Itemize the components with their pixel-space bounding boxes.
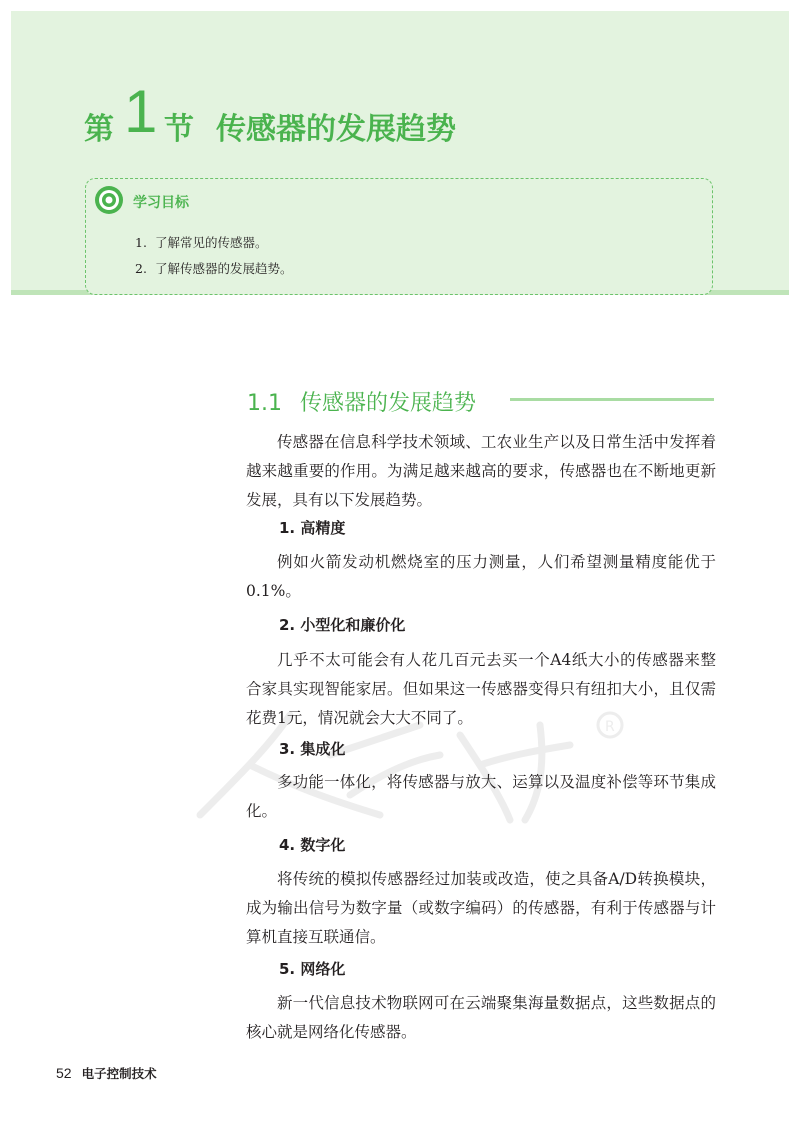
trend-heading: 1. 高精度 (279, 519, 346, 537)
trend-paragraph: 几乎不太可能会有人花几百元去买一个A4纸大小的传感器来整合家具实现智能家居。但如果这一传感器变得只有纽扣大小，且仅需花费1元，情况就会大大不同了。 (246, 651, 716, 727)
goal-index: 2. (135, 261, 147, 276)
trend-paragraph: 多功能一体化，将传感器与放大、运算以及温度补偿等环节集成化。 (246, 773, 716, 820)
page-number: 52 (56, 1065, 72, 1081)
trend-heading: 3. 集成化 (279, 740, 346, 758)
goal-index: 1. (135, 235, 147, 250)
chapter-heading: 传感器的发展趋势 (216, 112, 456, 147)
chapter-word-di: 第 (84, 112, 114, 147)
trend-heading: 4. 数字化 (279, 836, 346, 854)
trend-heading: 5. 网络化 (279, 960, 346, 978)
intro-paragraph: 传感器在信息科学技术领域、工农业生产以及日常生活中发挥着越来越重要的作用。为满足越来越高的要求，传感器也在不断地更新发展，具有以下发展趋势。 (246, 433, 716, 509)
chapter-number: 1 (124, 78, 158, 145)
section-title (247, 386, 476, 417)
section-divider (510, 398, 714, 401)
goal-item (135, 259, 293, 277)
learning-goals-title: 学习目标 (133, 195, 189, 211)
chapter-word-jie: 节 (164, 112, 194, 147)
goal-item (135, 233, 268, 251)
trend-paragraph: 新一代信息技术物联网可在云端聚集海量数据点，这些数据点的核心就是网络化传感器。 (246, 994, 716, 1041)
trend-paragraph: 将传统的模拟传感器经过加装或改造，使之具备A/D转换模块，成为输出信号为数字量（或数字编码）的传感器，有利于传感器与计算机直接互联通信。 (246, 870, 716, 946)
svg-text:R: R (605, 719, 615, 735)
section-number: 1.1 (247, 391, 282, 416)
book-title: 电子控制技术 (81, 1066, 157, 1081)
target-icon (94, 185, 124, 215)
learning-goals-box (85, 178, 713, 295)
trend-paragraph: 例如火箭发动机燃烧室的压力测量，人们希望测量精度能优于0.1%。 (246, 553, 716, 600)
page-footer (56, 1064, 157, 1082)
goal-text: 了解常见的传感器。 (155, 235, 268, 250)
goal-text: 了解传感器的发展趋势。 (155, 261, 293, 276)
section-heading: 传感器的发展趋势 (300, 391, 477, 416)
trend-heading: 2. 小型化和廉价化 (279, 616, 406, 634)
